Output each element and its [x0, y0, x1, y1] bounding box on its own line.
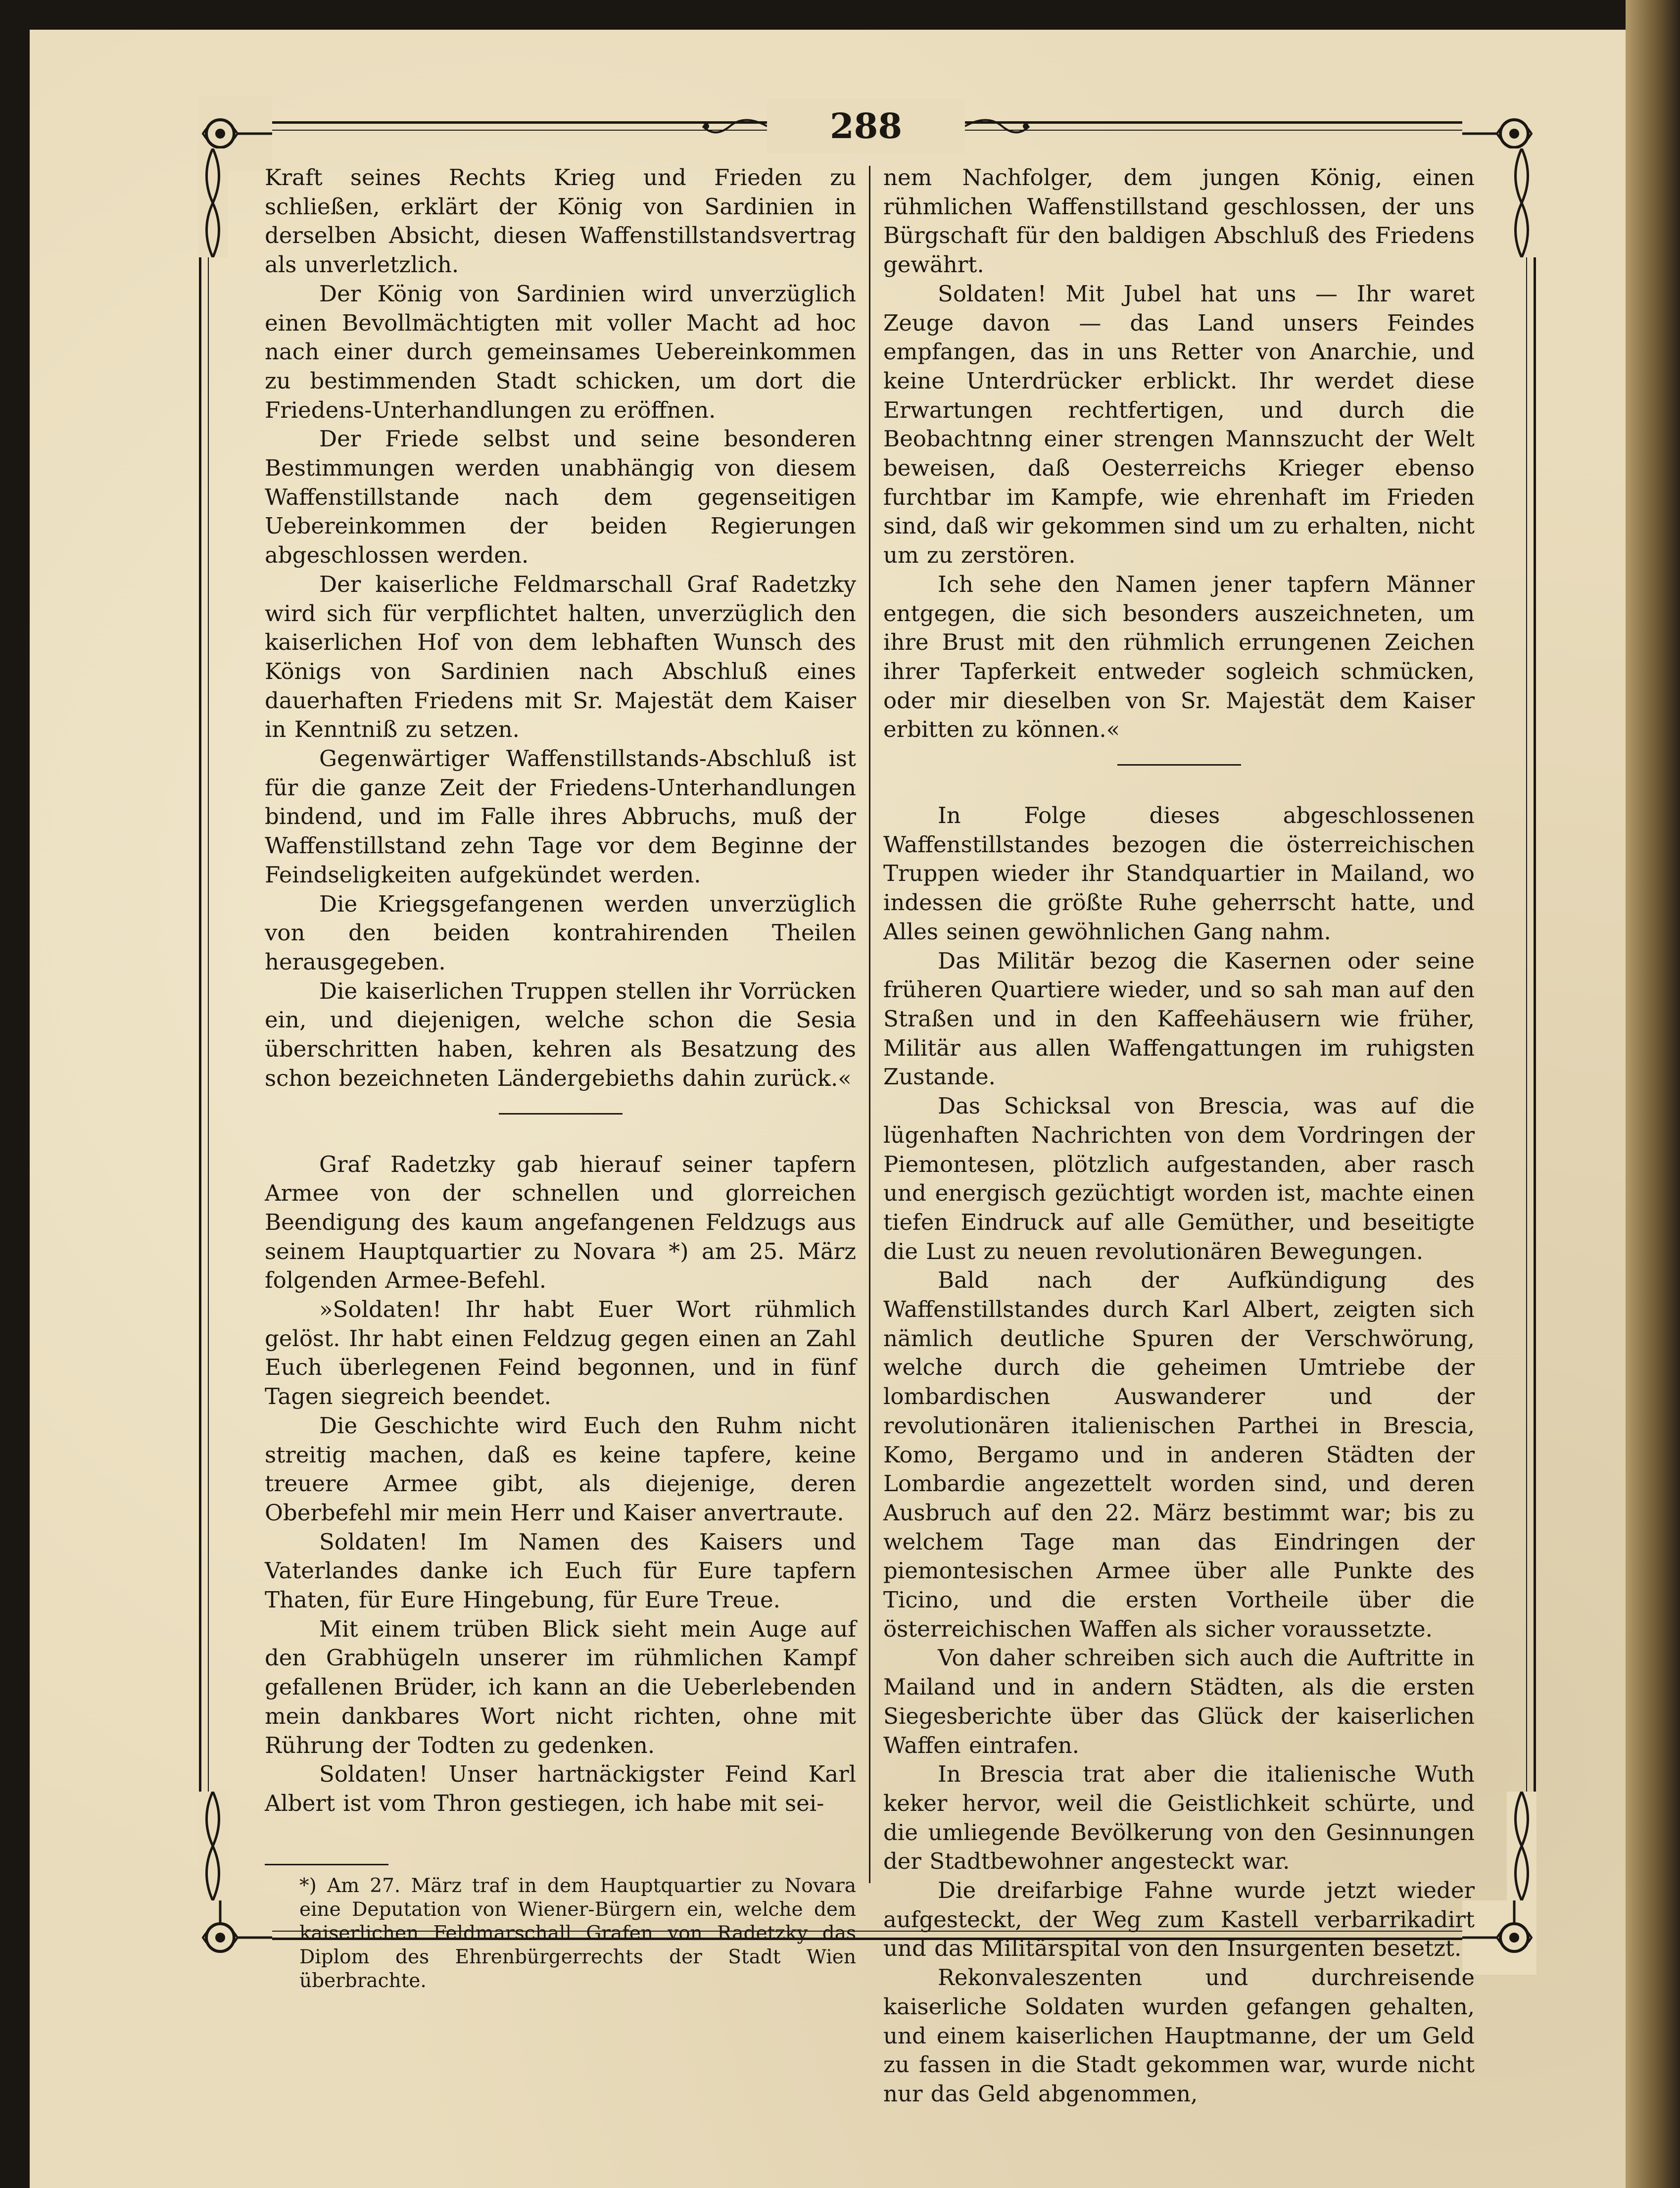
footnote: *) Am 27. März traf in dem Hauptquartier zu Novara eine Deputation von Wiener-Bürgern ein, welche dem kaiserlichen Feldmarschall Grafen von Radetzky das Diplom des Ehrenbürgerrechts der Stadt Wien überbrachte. [299, 1874, 856, 1992]
ornament-side-icon [1507, 1792, 1536, 1900]
ornament-side-icon [1507, 148, 1536, 257]
paragraph: Mit einem trüben Blick sieht mein Auge auf den Grabhügeln unserer im rühmlichen Kampf gefallenen Brüder, ich kann an die Ueberlebenden mein dankbares Wort nicht richten, ohne mit Rührung der Todten zu gedenken. [265, 1615, 856, 1758]
paragraph: »Soldaten! Ihr habt Euer Wort rühmlich gelöst. Ihr habt einen Feldzug gegen einen an Zahl Euch überlegenen Feind begonnen, und in fünf Tagen siegreich beendet. [265, 1296, 856, 1410]
paragraph: Das Militär bezog die Kasernen oder seine früheren Quartiere wieder, und so sah man auf den Straßen und in den Kaffeehäusern wie früher, Militär aus allen Waffengattungen im ruhigsten Zustande. [883, 947, 1475, 1090]
paragraph: Die kaiserlichen Truppen stellen ihr Vorrücken ein, und diejenigen, welche schon die Sesia überschritten haben, kehren als Besatzung des schon bezeichneten Ländergebieths dahin zurück.« [265, 977, 856, 1091]
right-column [883, 163, 1475, 2109]
section-separator [499, 1113, 623, 1115]
paragraph: Graf Radetzky gab hierauf seiner tapfern Armee von der schnellen und glorreichen Beendigung des kaum angefangenen Feldzugs aus seinem Hauptquartier zu Novara *) am 25. März folgenden Armee-Befehl. [265, 1151, 856, 1294]
paragraph: Von daher schreiben sich auch die Auftritte in Mailand und in andern Städten, als die ersten Siegesberichte über das Glück der kaiserlichen Waffen eintrafen. [883, 1645, 1475, 1758]
paper-edge [1626, 0, 1680, 2188]
ornament-top-icon [965, 111, 1032, 141]
paragraph: Soldaten! Mit Jubel hat uns — Ihr waret Zeuge davon — das Land unsers Feindes empfangen, das in uns Retter von Anarchie, und keine Unterdrücker erblickt. Ihr werdet diese Erwartungen rechtfertigen, und durch die Beobachtnng einer strengen Mannszucht der Welt beweisen, daß Oesterreichs Krieger ebenso furchtbar im Kampfe, wie ehrenhaft im Frieden sind, daß wir gekommen sind um zu erhalten, nicht um zu zerstören. [883, 280, 1475, 569]
paragraph: Das Schicksal von Brescia, was auf die lügenhaften Nachrichten von dem Vordringen der Piemontesen, plötzlich aufgestanden, aber rasch und energisch gezüchtigt worden ist, machte einen tiefen Eindruck auf alle Gemüther, und beseitigte die Lust zu neuen revolutionären Bewegungen. [883, 1093, 1475, 1264]
paragraph: Soldaten! Unser hartnäckigster Feind Karl Albert ist vom Thron gestiegen, ich habe mit sei- [265, 1761, 856, 1816]
paragraph: Der Friede selbst und seine besonderen Bestimmungen werden unabhängig von diesem Waffenstillstande nach dem gegenseitigen Uebereinkommen der beiden Regierungen abgeschlossen werden. [265, 426, 856, 569]
column-divider [869, 166, 870, 1883]
paragraph: Bald nach der Aufkündigung des Waffenstillstandes durch Karl Albert, zeigten sich nämlich deutliche Spuren der Verschwörung, welche durch die geheimen Umtriebe der lombardischen Auswanderer und der revolutionären italienischen Parthei in Brescia, Komo, Bergamo und in anderen Städten der Lombardie angezettelt worden sind, und deren Ausbruch auf den 22. März bestimmt war; bis zu welchem Tage man das Eindringen der piemontesischen Armee über alle Punkte des Ticino, und die ersten Vortheile über die österreichischen Waffen als sicher voraussetzte. [883, 1267, 1475, 1642]
paragraph: nem Nachfolger, dem jungen König, einen rühmlichen Waffenstillstand geschlossen, der uns Bürgschaft für den baldigen Abschluß des Friedens gewährt. [883, 164, 1475, 278]
paragraph: Der kaiserliche Feldmarschall Graf Radetzky wird sich für verpflichtet halten, unverzüglich den kaiserlichen Hof von dem lebhaften Wunsch des Königs von Sardinien nach Abschluß eines dauerhaften Friedens mit Sr. Majestät dem Kaiser in Kenntniß zu setzen. [265, 571, 856, 743]
paragraph: Die dreifarbige Fahne wurde jetzt wieder aufgesteckt, der Weg zum Kastell verbarrikadirt und das Militärspital von den Insurgenten besetzt. [883, 1877, 1475, 1962]
page-number: 288 [767, 99, 965, 153]
paragraph: Rekonvaleszenten und durchreisende kaiserliche Soldaten wurden gefangen gehalten, und einem kaiserlichen Hauptmanne, der um Geld zu fassen in die Stadt gekommen war, wurde nicht nur das Geld abgenommen, [883, 1964, 1475, 2107]
paragraph: Soldaten! Im Namen des Kaisers und Vaterlandes danke ich Euch für Eure tapfern Thaten, für Eure Hingebung, für Eure Treue. [265, 1528, 856, 1613]
paragraph: Die Kriegsgefangenen werden unverzüglich von den beiden kontrahirenden Theilen herausgegeben. [265, 890, 856, 975]
ornament-top-icon [700, 111, 767, 141]
left-column [265, 163, 856, 1993]
paragraph: Ich sehe den Namen jener tapfern Männer entgegen, die sich besonders auszeichneten, um ihre Brust mit den rühmlich errungenen Zeichen ihrer Tapferkeit entweder sogleich schmücken, oder mir dieselben von Sr. Majestät dem Kaiser erbitten zu können.« [883, 571, 1475, 743]
section-separator [1117, 764, 1241, 766]
paragraph: In Brescia trat aber die italienische Wuth keker hervor, weil die Geistlichkeit schürte, und die umliegende Bevölkerung von den Gesinnungen der Stadtbewohner angesteckt war. [883, 1761, 1475, 1875]
ornament-side-icon [198, 1792, 228, 1900]
paragraph: Die Geschichte wird Euch den Ruhm nicht streitig machen, daß es keine tapfere, keine treuere Armee gibt, als diejenige, deren Oberbefehl mir mein Herr und Kaiser anvertraute. [265, 1412, 856, 1526]
paragraph: In Folge dieses abgeschlossenen Waffenstillstandes bezogen die österreichischen Truppen wieder ihr Standquartier in Mailand, wo indessen die größte Ruhe geherrscht hatte, und Alles seinen gewöhnlichen Gang nahm. [883, 802, 1475, 945]
paragraph: Kraft seines Rechts Krieg und Frieden zu schließen, erklärt der König von Sardinien in derselben Absicht, diesen Waffenstillstandsvertrag als unverletzlich. [265, 164, 856, 278]
footnote-rule [265, 1864, 388, 1865]
ornament-corner-icon [198, 1900, 272, 1975]
paragraph: Der König von Sardinien wird unverzüglich einen Bevollmächtigten mit voller Macht ad hoc nach einer durch gemeinsames Uebereinkommen zu bestimmenden Stadt schicken, um dort die Friedens-Unterhandlungen zu eröffnen. [265, 280, 856, 423]
ornament-side-icon [198, 148, 228, 257]
paragraph: Gegenwärtiger Waffenstillstands-Abschluß ist für die ganze Zeit der Friedens-Unterhandlungen bindend, und im Falle ihres Abbruchs, muß der Waffenstillstand zehn Tage vor dem Beginne der Feindseligkeiten aufgekündet werden. [265, 745, 856, 888]
